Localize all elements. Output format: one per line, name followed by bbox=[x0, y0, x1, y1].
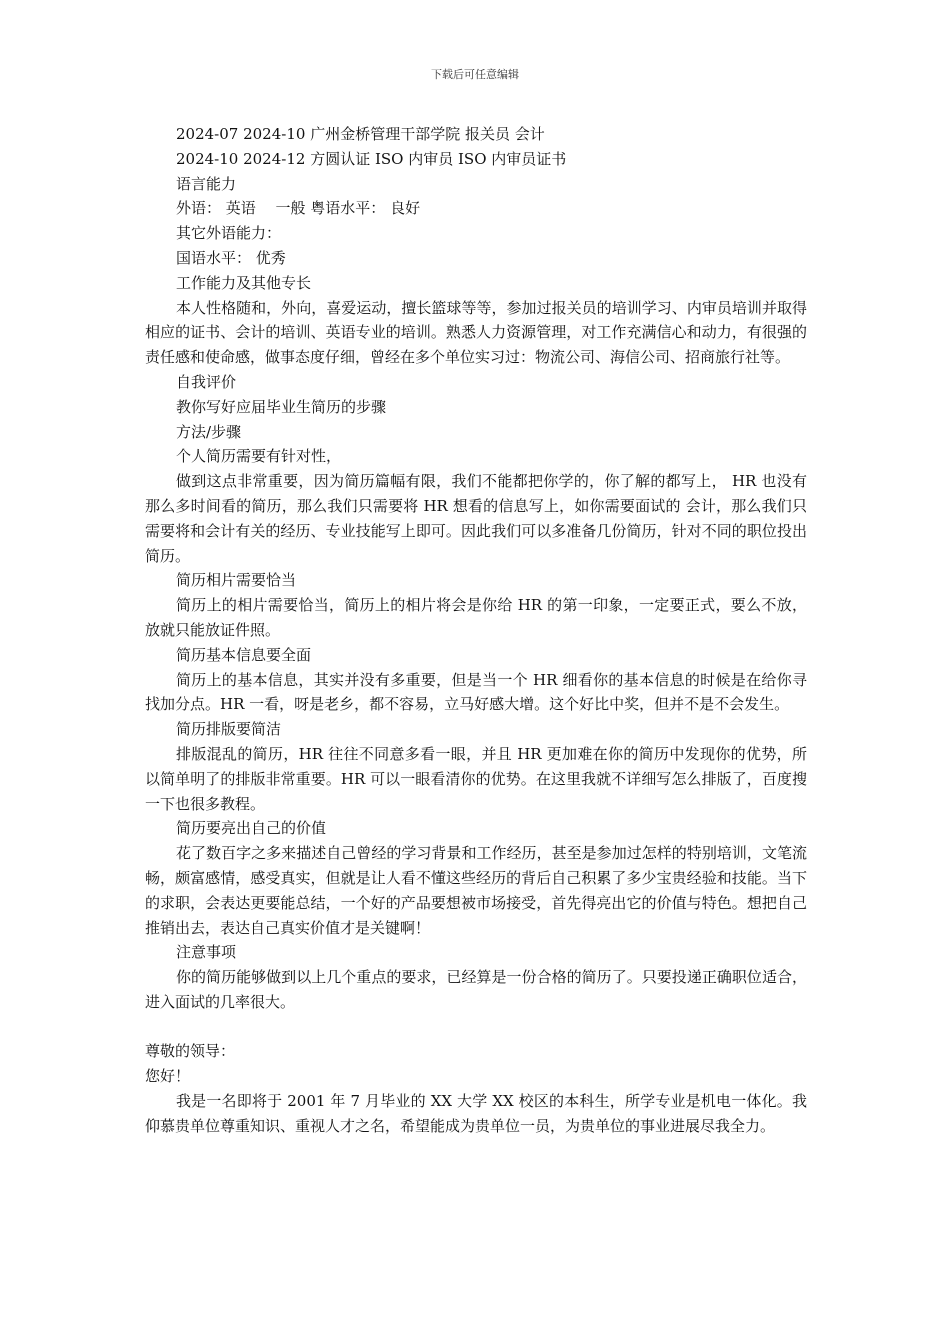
skills-paragraph: 本人性格随和，外向，喜爱运动，擅长篮球等等，参加过报关员的培训学习、内审员培训并取得相应的证书、会计的培训、英语专业的培训。熟悉人力资源管理，对工作充满信心和动力，有很强的责任感和使命感，做事态度仔细，曾经在多个单位实习过：物流公司、海信公司、招商旅行社等。 bbox=[145, 298, 807, 367]
step5-heading: 简历要亮出自己的价值 bbox=[176, 819, 327, 838]
skills-heading: 工作能力及其他专长 bbox=[176, 273, 312, 292]
step1-heading: 个人简历需要有针对性， bbox=[176, 447, 342, 466]
notes-paragraph: 你的简历能够做到以上几个重点的要求，已经算是一份合格的简历了。只要投递正确职位适合，进入面试的几率很大。 bbox=[145, 968, 807, 1011]
foreign-language-line: 外语： 英语 一般 粤语水平： 良好 bbox=[176, 199, 421, 218]
notes-heading: 注意事项 bbox=[176, 943, 237, 962]
letter-salutation: 尊敬的领导： bbox=[145, 1042, 236, 1061]
document-body bbox=[145, 122, 807, 1139]
step3-heading: 简历基本信息要全面 bbox=[176, 645, 312, 664]
mandarin-line: 国语水平： 优秀 bbox=[176, 248, 286, 267]
language-heading: 语言能力 bbox=[176, 174, 237, 193]
step4-paragraph: 排版混乱的简历，HR 往往不同意多看一眼，并且 HR 更加难在你的简历中发现你的优势，所以简单明了的排版非常重要。HR 可以一眼看清你的优势。在这里我就不详细写怎么排版了，百度搜一下也很多教程。 bbox=[145, 744, 807, 813]
page-header: 下载后可任意编辑 bbox=[431, 68, 519, 81]
self-eval-heading: 自我评价 bbox=[176, 372, 237, 391]
letter-greeting: 您好！ bbox=[145, 1067, 191, 1086]
step3-paragraph: 简历上的基本信息，其实并没有多重要，但是当一个 HR 细看你的基本信息的时候是在给你寻找加分点。HR 一看，呀是老乡，都不容易，立马好感大增。这个好比中奖，但并不是不会发生。 bbox=[145, 670, 807, 714]
other-languages-line: 其它外语能力： bbox=[176, 224, 282, 243]
step5-paragraph: 花了数百字之多来描述自己曾经的学习背景和工作经历，甚至是参加过怎样的特别培训，文笔流畅，颇富感情，感受真实，但就是让人看不懂这些经历的背后自己积累了多少宝贵经验和技能。当下的求职，会表达更要能总结，一个好的产品要想被市场接受，首先得亮出它的价值与特色。想把自己推销出去，表达自己真实价值才是关键啊！ bbox=[145, 844, 807, 937]
method-heading: 方法/步骤 bbox=[176, 422, 242, 441]
experience-line-1: 2024-07 2024-10 广州金桥管理干部学院 报关员 会计 bbox=[176, 125, 545, 143]
guide-title: 教你写好应届毕业生简历的步骤 bbox=[176, 397, 387, 416]
section-spacer bbox=[145, 1015, 807, 1040]
experience-line-2: 2024-10 2024-12 方圆认证 ISO 内审员 ISO 内审员证书 bbox=[176, 149, 567, 168]
step4-heading: 简历排版要简洁 bbox=[176, 720, 282, 739]
step2-heading: 简历相片需要恰当 bbox=[176, 571, 297, 590]
step1-paragraph: 做到这点非常重要，因为简历篇幅有限，我们不能都把你学的，你了解的都写上， HR 也没有那么多时间看的简历，那么我们只需要将 HR 想看的信息写上，如你需要面试的 会计，那么我们只需要将和会计有关的经历、专业技能写上即可。因此我们可以多准备几份简历，针对不同的职位投出简历。 bbox=[145, 472, 807, 565]
step2-paragraph: 简历上的相片需要恰当，简历上的相片将会是你给 HR 的第一印象，一定要正式，要么不放，放就只能放证件照。 bbox=[145, 596, 807, 639]
letter-body: 我是一名即将于 2001 年 7 月毕业的 XX 大学 XX 校区的本科生，所学专业是机电一体化。我仰慕贵单位尊重知识、重视人才之名，希望能成为贵单位一员，为贵单位的事业进展尽我全力。 bbox=[145, 1092, 807, 1135]
